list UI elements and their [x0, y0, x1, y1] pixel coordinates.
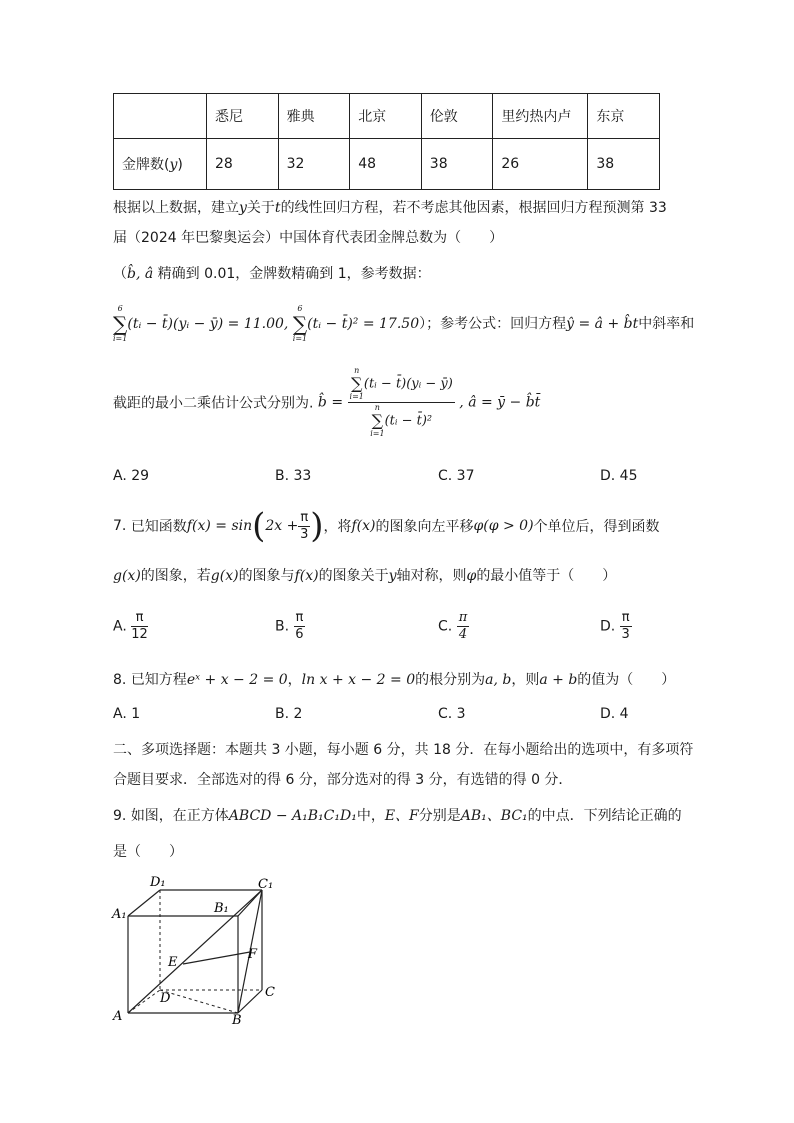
- q7-option-b[interactable]: [275, 610, 305, 643]
- text: 的线性回归方程，若不考虑其他因素，根据回归方程预测第 33: [280, 200, 667, 216]
- q6-formula-line: [113, 366, 540, 439]
- edge-A1D1: [128, 890, 160, 916]
- math: 2x +: [265, 518, 299, 534]
- option-label: C.: [438, 618, 453, 635]
- label-F: F: [248, 947, 258, 962]
- q7-option-c[interactable]: [438, 610, 469, 643]
- label-C: C: [265, 985, 275, 1000]
- sum-lower: i=1: [113, 334, 128, 343]
- text: 的图象与: [238, 568, 295, 584]
- sum-upper: 6: [297, 304, 303, 313]
- math: AB₁、BC₁: [460, 808, 528, 824]
- q8-option-a[interactable]: A. 1: [113, 706, 141, 722]
- math: (tᵢ − t̄)²: [384, 413, 433, 429]
- option-fraction: [131, 610, 148, 643]
- sum-lower: i=1: [370, 429, 385, 438]
- math: φ: [466, 568, 477, 584]
- q6-option-b[interactable]: B. 33: [275, 468, 312, 484]
- text: 的图象向左平移: [375, 519, 474, 535]
- sum-lower: i=1: [292, 334, 308, 343]
- question-number: 9.: [113, 808, 127, 824]
- math: g(x): [113, 568, 141, 584]
- q9-line1: [113, 806, 682, 826]
- frac-num: π: [295, 610, 304, 625]
- sum-symbol: 6 ∑ i=1: [292, 304, 308, 343]
- text: （: [113, 266, 127, 282]
- row-label-text: 金牌数: [122, 157, 164, 173]
- q7-option-d[interactable]: [600, 610, 632, 643]
- text: 精确到 0.01，金牌数精确到 1，参考数据：: [153, 266, 431, 282]
- section2-heading-line2: 合题目要求．全部选对的得 6 分，部分选对的得 3 分，有选错的得 0 分．: [113, 772, 573, 788]
- math: eˣ + x − 2 = 0: [186, 672, 288, 688]
- table-cell: 38: [588, 139, 660, 190]
- question-number: 8.: [113, 672, 127, 688]
- text: 中斜率和: [638, 316, 695, 332]
- math: (tᵢ − t̄)(yᵢ − ȳ) = 11.00,: [127, 316, 289, 332]
- table-header-cell: 北京: [350, 94, 422, 139]
- text: ）；参考公式：回归方程: [419, 316, 567, 332]
- table-header-cell: 伦敦: [421, 94, 493, 139]
- cube-figure: [110, 870, 290, 1030]
- pi-over-3: [298, 510, 310, 543]
- table-cell: 38: [421, 139, 493, 190]
- math: f(x) = sin: [186, 518, 253, 534]
- table-cell: 32: [278, 139, 350, 190]
- frac-den: 12: [131, 627, 148, 642]
- var: t: [274, 200, 281, 216]
- q7-option-a[interactable]: [113, 610, 148, 643]
- edge-AD-hidden: [128, 990, 160, 1013]
- text: 分别是: [418, 808, 461, 824]
- frac-num: π: [621, 610, 630, 625]
- sum-upper: 6: [117, 304, 123, 313]
- math: φ(φ > 0): [473, 518, 534, 534]
- label-C1: C₁: [258, 877, 274, 892]
- math: E、F: [384, 808, 419, 824]
- text: 如图，在正方体: [130, 808, 229, 824]
- text: 根据以上数据，建立: [113, 200, 239, 216]
- math: f(x): [294, 568, 319, 584]
- math: ŷ = â + b̂t: [566, 316, 639, 332]
- q6-option-c[interactable]: C. 37: [438, 468, 475, 484]
- medal-table: [113, 93, 660, 190]
- table-header-cell: 东京: [588, 94, 660, 139]
- label-A1: A₁: [112, 907, 127, 922]
- edge-DB-hidden: [160, 990, 238, 1013]
- option-label: D.: [600, 618, 616, 635]
- q7-line1: 7. 已知函数f(x) = sin(2x + $\frac{\pi}{3}$ )，将f(x)的图象向左平移φ(φ > 0)个单位后，得到函数: [113, 506, 660, 546]
- math: b̂, â: [127, 266, 154, 282]
- table-cell: 28: [207, 139, 279, 190]
- frac-num: π: [458, 610, 468, 625]
- q7-line2: [113, 566, 616, 586]
- option-fraction: [620, 610, 632, 643]
- text: 中，: [356, 808, 385, 824]
- math: b̂ =: [317, 394, 344, 411]
- label-E: E: [168, 955, 178, 970]
- text: ，将: [323, 519, 352, 535]
- table-cell: 26: [493, 139, 588, 190]
- text: 的图象关于: [318, 568, 389, 584]
- frac-den: 3: [300, 526, 309, 542]
- text: 截距的最小二乘估计公式分别为.: [113, 395, 314, 412]
- section2-heading-line1: 二、多项选择题：本题共 3 小题，每小题 6 分，共 18 分．在每小题给出的选项中，有多项符: [113, 742, 694, 758]
- math: a + b: [539, 672, 578, 688]
- frac-den: 6: [295, 627, 304, 642]
- math: ln x + x − 2 = 0: [301, 672, 416, 688]
- math: , â = ȳ − b̂t̄: [459, 394, 541, 411]
- b-hat-fraction: n ∑ i=1 (tᵢ − t̄)(yᵢ − ȳ) n ∑ i=1 (tᵢ − t̄)²: [349, 366, 453, 438]
- math: y: [388, 568, 397, 584]
- q6-sums-line: [113, 304, 694, 344]
- option-fraction: [294, 610, 306, 643]
- option-label: A.: [113, 618, 127, 635]
- table-header-cell: 悉尼: [207, 94, 279, 139]
- label-A: A: [113, 1009, 123, 1024]
- table-row: [114, 139, 660, 190]
- math: (tᵢ − t̄)² = 17.50: [307, 316, 420, 332]
- text: 个单位后，得到函数: [533, 519, 660, 535]
- q8-option-b[interactable]: B. 2: [275, 706, 303, 722]
- row-var: y: [169, 157, 178, 173]
- label-D: D: [160, 991, 171, 1006]
- question-number: 7.: [113, 518, 127, 534]
- text: 的最小值等于（ ）: [476, 568, 617, 584]
- text: 的图象，若: [140, 568, 211, 584]
- q6-line3: [113, 264, 431, 284]
- text: 的根分别为: [415, 672, 486, 688]
- sum-upper: n: [354, 366, 360, 375]
- text: ，则: [511, 672, 540, 688]
- math: g(x): [210, 568, 239, 584]
- q6-line2: 届（2024 年巴黎奥运会）中国体育代表团金牌总数为（ ）: [113, 230, 504, 246]
- text: 的值为（ ）: [577, 672, 676, 688]
- table-header-cell: 里约热内卢: [493, 94, 588, 139]
- label-B: B: [232, 1013, 242, 1028]
- math: (tᵢ − t̄)(yᵢ − ȳ): [363, 376, 453, 392]
- math: f(x): [351, 518, 376, 534]
- row-label: 金牌数(y): [114, 139, 207, 190]
- math: ABCD − A₁B₁C₁D₁: [228, 808, 357, 824]
- q8-option-c[interactable]: C. 3: [438, 706, 466, 722]
- sum-symbol: 6 ∑ i=1: [113, 304, 128, 343]
- table-header-cell: [114, 94, 207, 139]
- frac-num: π: [300, 509, 309, 525]
- sum-upper: n: [374, 403, 380, 412]
- text: ，: [287, 672, 302, 688]
- table-header-cell: 雅典: [278, 94, 350, 139]
- q8-option-d[interactable]: D. 4: [600, 706, 629, 722]
- q6-option-a[interactable]: A. 29: [113, 468, 150, 484]
- frac-den: 3: [621, 627, 630, 642]
- option-fraction: [457, 610, 470, 643]
- text: 关于: [246, 200, 275, 216]
- text: 已知方程: [130, 672, 187, 688]
- text: 轴对称，则: [396, 568, 467, 584]
- text: 已知函数: [130, 519, 187, 535]
- q6-option-d[interactable]: D. 45: [600, 468, 638, 484]
- q8-line: [113, 670, 675, 690]
- math: a, b: [485, 672, 512, 688]
- q6-line1: [113, 198, 667, 218]
- label-D1: D₁: [150, 875, 166, 890]
- frac-num: π: [131, 610, 148, 627]
- table-cell: 48: [350, 139, 422, 190]
- option-label: B.: [275, 618, 290, 635]
- text: 的中点．下列结论正确的: [527, 808, 682, 824]
- q9-line2: 是（ ）: [113, 844, 183, 860]
- var: y: [239, 200, 247, 216]
- label-B1: B₁: [214, 901, 229, 916]
- table-header-row: [114, 94, 660, 139]
- frac-den: 4: [458, 627, 468, 642]
- sum-lower: i=1: [349, 392, 364, 401]
